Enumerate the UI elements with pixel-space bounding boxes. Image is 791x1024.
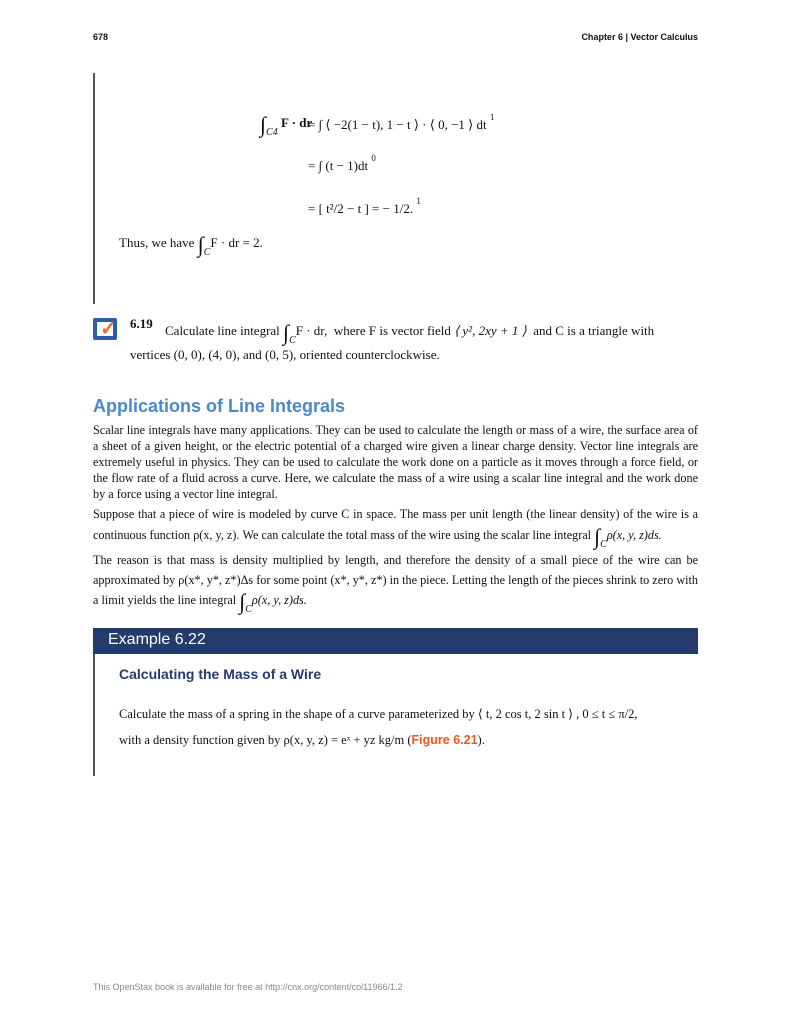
exercise-line-2: vertices (0, 0), (4, 0), and (0, 5), oriented counterclockwise.: [130, 347, 440, 362]
example-line-1: Calculate the mass of a spring in the shape of a curve parameterized by ⟨ t, 2 cos t, 2 sin t ⟩ , 0 ≤ t ≤ π/2,: [119, 707, 638, 721]
paragraph-1: Scalar line integrals have many applications. They can be used to calculate the length or mass of a wire, the surface area of a sheet of a given height, or the electric potential of a charged wire given a linear charge density. Vector line integrals are extremely useful in physics. They can be used to calculate the work done on a particle as it moves through a force field, or the flow rate of a fluid across a curve. Here, we calculate the mass of a wire using a scalar line integral and the work done by a force using a vector line integral.: [93, 423, 698, 501]
derivation-line-2: = ∫ (t − 1)dt $^0$: [308, 153, 376, 173]
paragraph-3: The reason is that mass is density multiplied by length, and therefore the density of a small piece of the wire can be approximated by ρ(x*, y*, z*)Δs for some point (x*, y*, z*) in the piece. Letting the length of the pieces shrink to zero with a limit yields the line integral $\int_C\rho(x$, y, z)ds.: [93, 553, 698, 615]
exercise-line-1: Calculate line integral $\int_CF$ · dr, where F is vector field ⟨ y², 2xy + 1 ⟩ and C is a triangle with: [165, 320, 655, 346]
page-number: 678: [93, 32, 109, 42]
derivation-line-1: = ∫ ⟨ −2(1 − t), 1 − t ⟩ · ⟨ 0, −1 ⟩ dt $^1$: [308, 112, 495, 132]
paragraph-2: Suppose that a piece of wire is modeled by curve C in space. The mass per unit length (the linear density) of the wire is a continuous function ρ(x, y, z). We can calculate the total mass of the wire using the scalar line integral $\int_C\rho(x$, y, z)ds.: [93, 507, 698, 550]
example-rule: [93, 654, 95, 776]
footer: This OpenStax book is available for free at http://cnx.org/content/col11966/1.2: [93, 982, 403, 992]
conclusion: Thus, we have $\int_CF$ · dr = 2.: [119, 232, 263, 258]
exercise-number: 6.19: [130, 316, 153, 331]
example-line-2: with a density function given by ρ(x, y, z) = eˣ + yz kg/m (Figure 6.21).: [119, 733, 485, 747]
example-title: Calculating the Mass of a Wire: [119, 666, 322, 682]
left-rule: [93, 73, 95, 304]
section-heading: Applications of Line Integrals: [93, 396, 346, 416]
chapter-title: Chapter 6 | Vector Calculus: [581, 32, 698, 42]
figure-link[interactable]: Figure 6.21: [411, 733, 478, 747]
derivation-lhs: $\int_{C4}$ F · dr: [260, 112, 313, 138]
derivation-line-3: = [ t²/2 − t ] = − 1/2. $^1$: [308, 196, 421, 216]
checkmark-icon: ✓: [93, 318, 117, 340]
example-label: Example 6.22: [93, 628, 698, 654]
